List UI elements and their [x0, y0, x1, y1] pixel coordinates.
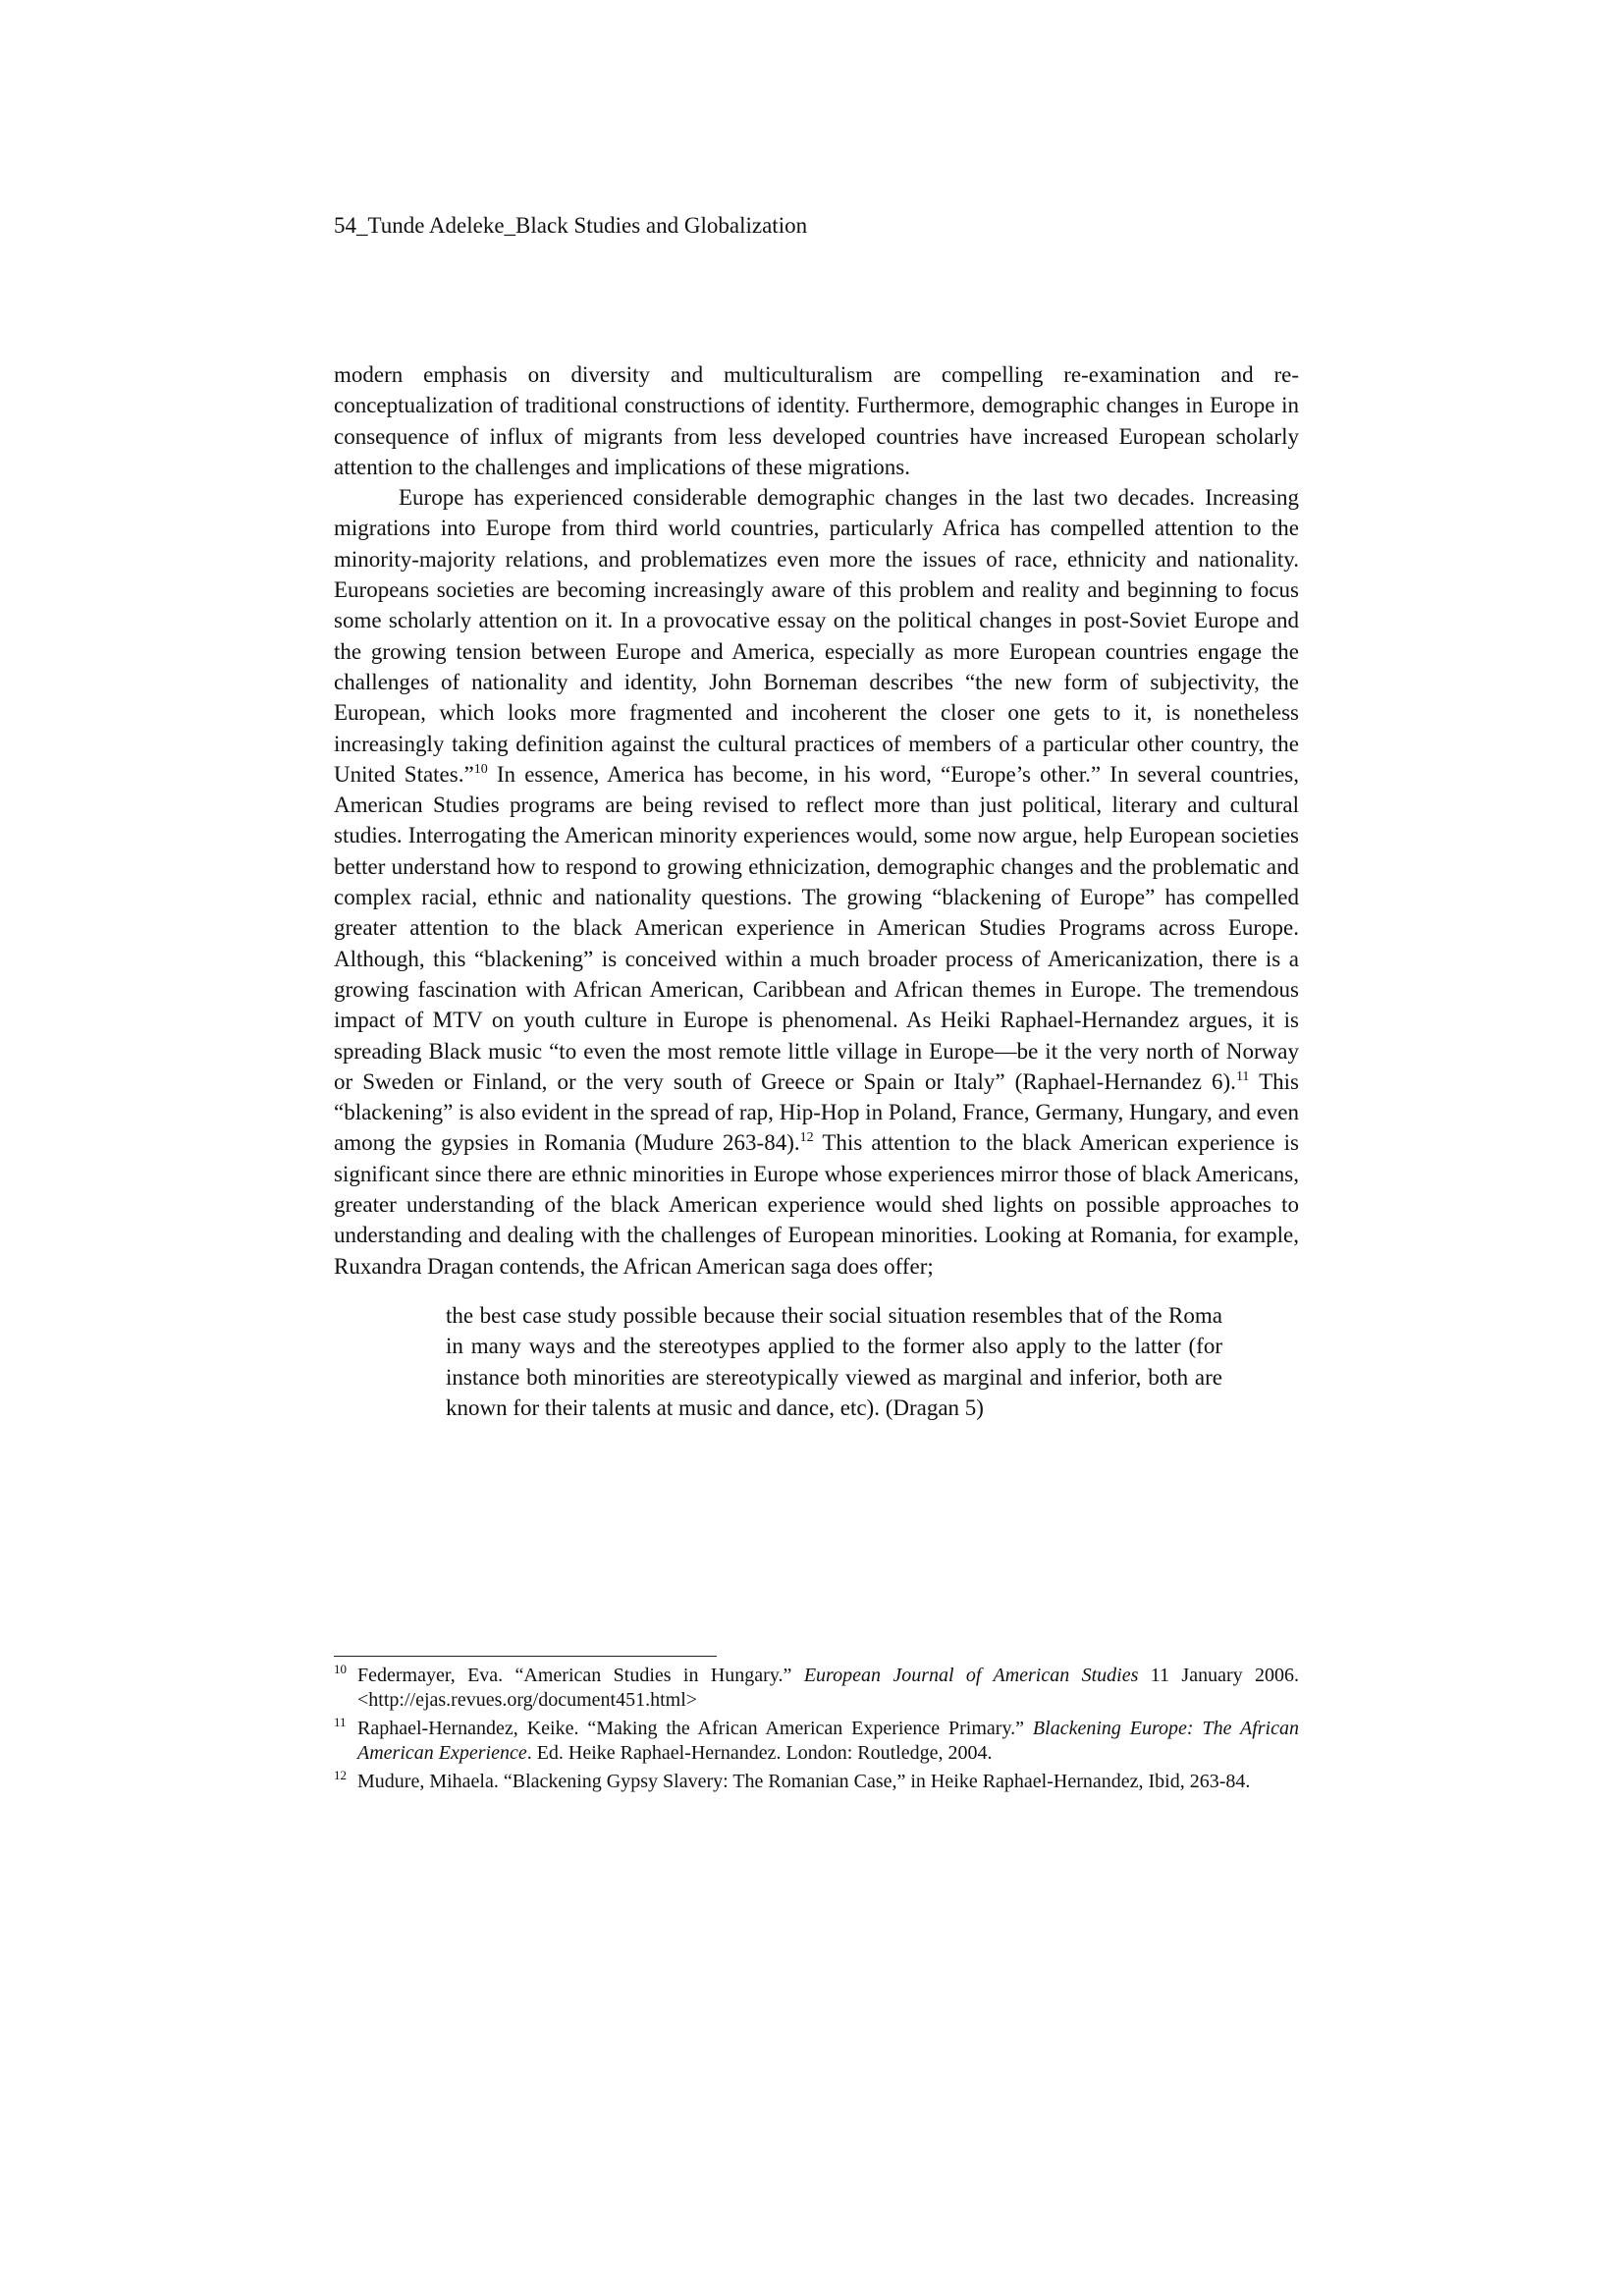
footnote-title: European Journal of American Studies	[803, 1665, 1139, 1686]
paragraph-2-part-d: This attention to the black American experience is significant since there are ethnic minorities in Europe whose experiences mirror those of black Americans, greater understanding of the black American experience would shed lights on possible approaches to understanding and dealing with the challenges of European minorities. Looking at Romania, for example, Ruxandra Dragan contends, the African American saga does offer;	[334, 1130, 1300, 1279]
footnote-number	[334, 1770, 357, 1794]
footnote-12	[334, 1770, 1299, 1794]
footnote-10	[334, 1664, 1299, 1713]
footnote-ref-10: 10	[473, 761, 488, 777]
footnote-text-end: 11 January 2006. <http://ejas.revues.org/document451.html>	[357, 1665, 1299, 1711]
footnote-11	[334, 1717, 1299, 1766]
footnote-ref-11: 11	[1235, 1068, 1250, 1084]
paragraph-2-part-b: In essence, America has become, in his word, “Europe’s other.” In several countries, American Studies programs are being revised to reflect more than just political, literary and cultural studies. Interrogating the American minority experiences would, some now argue, help European societies better understand how to respond to growing ethnicization, demographic changes and the problematic and complex racial, ethnic and nationality questions. The growing “blackening of Europe” has compelled greater attention to the black American experience in American Studies Programs across Europe. Although, this “blackening” is conceived within a much broader process of Americanization, there is a growing fascination with African American, Caribbean and African themes in Europe. The tremendous impact of MTV on youth culture in Europe is phenomenal. As Heiki Raphael-Hernandez argues, it is spreading Black music “to even the most remote little village in Europe—be it the very north of Norway or Sweden or Finland, or the very south of Greece or Spain or Italy” (Raphael-Hernandez 6).	[334, 761, 1300, 1094]
body-text	[334, 359, 1299, 1423]
footnote-text: Mudure, Mihaela. “Blackening Gypsy Slavery: The Romanian Case,” in Heike Raphael-Hernandez, Ibid, 263-84.	[357, 1771, 1251, 1792]
paragraph-1: modern emphasis on diversity and multiculturalism are compelling re-examination and re-conceptualization of traditional constructions of identity. Furthermore, demographic changes in Europe in consequence of influx of migrants from less developed countries have increased European scholarly attention to the challenges and implications of these migrations.	[334, 362, 1299, 479]
footnote-number	[334, 1717, 357, 1741]
block-quote: the best case study possible because their social situation resembles that of the Roma in many ways and the stereotypes applied to the former also apply to the latter (for instance both minorities are stereotypically viewed as marginal and inferior, both are known for their talents at music and dance, etc). (Dragan 5)	[446, 1302, 1222, 1420]
footnote-text: Raphael-Hernandez, Keike. “Making the African American Experience Primary.”	[357, 1718, 1033, 1739]
paragraph-2-part-c: This “blackening” is also evident in the spread of rap, Hip-Hop in Poland, France, Germany, Hungary, and even among the gypsies in Romania (Mudure 263-84).	[334, 1068, 1299, 1156]
paragraph-2	[334, 482, 1299, 1282]
footnote-number-10: 10	[334, 1662, 347, 1676]
footnotes	[334, 1664, 1299, 1798]
footnote-number-11: 11	[334, 1715, 347, 1729]
footnote-ref-12: 12	[799, 1130, 814, 1146]
footnote-number-12: 12	[334, 1768, 347, 1782]
footnote-text: Federmayer, Eva. “American Studies in Hungary.”	[357, 1665, 804, 1686]
paragraph-2-part-a: Europe has experienced considerable demographic changes in the last two decades. Increasing migrations into Europe from third world countries, particularly Africa has compelled attention to the minority-majority relations, and problematizes even more the issues of race, ethnicity and nationality. Europeans societies are becoming increasingly aware of this problem and reality and beginning to focus some scholarly attention on it. In a provocative essay on the political changes in post-Soviet Europe and the growing tension between Europe and America, especially as more European countries engage the challenges of nationality and identity, John Borneman describes “the new form of subjectivity, the European, which looks more fragmented and incoherent the closer one gets to it, is nonetheless increasingly taking definition against the cultural practices of members of a particular other country, the United States.”	[334, 485, 1299, 787]
footnote-separator	[334, 1656, 717, 1657]
footnote-number	[334, 1664, 357, 1688]
footnote-text-end: . Ed. Heike Raphael-Hernandez. London: Routledge, 2004.	[526, 1742, 993, 1764]
footnote-title: Blackening Europe: The African American Experience	[357, 1718, 1299, 1764]
running-header: 54_Tunde Adeleke_Black Studies and Globalization	[334, 213, 808, 238]
